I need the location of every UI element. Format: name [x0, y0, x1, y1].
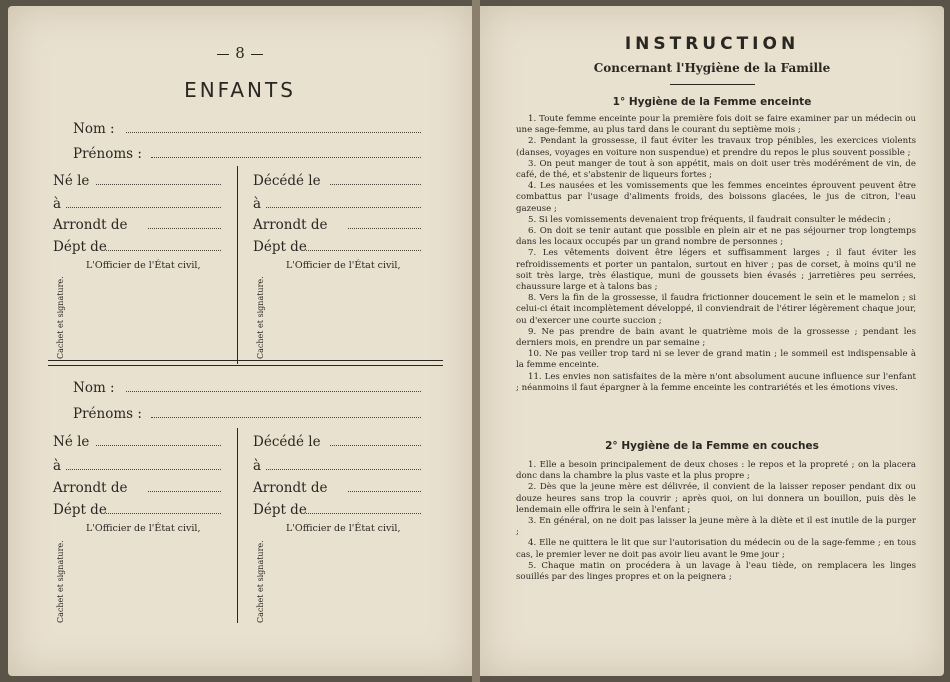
arrond-label: Arrondt de	[253, 480, 328, 496]
page-title: ENFANTS	[184, 78, 296, 102]
paragraph: 5. Chaque matin on procédera à un lavage à l'eau tiède, on remplacera les linges souillés par des linges propres et on la peignera ;	[516, 560, 916, 583]
dept-field[interactable]	[106, 250, 221, 251]
column-divider	[237, 428, 238, 623]
a-label: à	[253, 196, 262, 212]
arrond-field[interactable]	[348, 228, 421, 229]
prenoms-label: Prénoms :	[73, 146, 142, 162]
dept-label: Dépt de	[253, 502, 307, 518]
paragraph: 5. Si les vomissements devenaient trop fréquents, il faudrait consulter le médecin ;	[528, 214, 891, 225]
a-field[interactable]	[66, 469, 221, 470]
a-field[interactable]	[66, 207, 221, 208]
arrond-label: Arrondt de	[53, 217, 128, 233]
paragraph: 3. En général, on ne doit pas laisser la jeune mère à la diète et il est inutile de la purger ;	[516, 516, 916, 538]
officer-label: L'Officier de l'État civil,	[286, 523, 401, 534]
nom-field[interactable]	[126, 391, 421, 392]
prenoms-field[interactable]	[151, 417, 421, 418]
prenoms-label: Prénoms :	[73, 406, 142, 422]
entry-divider	[48, 360, 443, 366]
nom-label: Nom :	[73, 121, 115, 137]
paragraph: 1. Elle a besoin principalement de deux choses : le repos et la propreté ; on la placera donc dans la chambre la plus vaste et la plus propre ;	[516, 460, 916, 482]
dept-label: Dépt de	[53, 239, 107, 255]
dept-field[interactable]	[106, 513, 221, 514]
paragraph: 9. Ne pas prendre de bain avant le quatrième mois de la grossesse ; pendant les derniers mois, en prendre un par semaine ;	[516, 326, 916, 349]
paragraph: 3. On peut manger de tout à son appétit, mais on doit user très modérément de vin, de café, de thé, et s'abstenir de liqueurs fortes ;	[516, 158, 916, 181]
arrond-field[interactable]	[348, 491, 421, 492]
a-label: à	[253, 458, 262, 474]
a-field[interactable]	[266, 207, 421, 208]
left-page	[8, 6, 472, 676]
decede-le-field[interactable]	[330, 184, 421, 185]
nom-label: Nom :	[73, 380, 115, 396]
ne-le-field[interactable]	[96, 445, 221, 446]
a-field[interactable]	[266, 469, 421, 470]
dept-field[interactable]	[306, 250, 421, 251]
decede-le-label: Décédé le	[253, 434, 321, 450]
paragraph: 2. Dès que la jeune mère est délivrée, il convient de la laisser reposer pendant dix ou douze heures sans trop la couvrir ; après quoi, on lui donnera un bouillon, puis dès le lendemain elle offrira le sein à l'enfant ;	[516, 482, 916, 515]
ne-le-label: Né le	[53, 434, 90, 450]
paragraph: 4. Elle ne quittera le lit que sur l'autorisation du médecin ou de la sage-femme ; en tous cas, le premier lever ne doit pas avoir lieu avant le 9me jour ;	[516, 538, 916, 560]
right-page	[480, 6, 944, 676]
column-divider	[237, 166, 238, 364]
section-1-text	[516, 114, 916, 394]
officer-label: L'Officier de l'État civil,	[86, 260, 201, 271]
cachet-label: Cachet et signature.	[256, 540, 265, 623]
a-label: à	[53, 458, 62, 474]
page-number: 8	[8, 44, 472, 62]
cachet-label: Cachet et signature.	[256, 276, 265, 359]
cachet-label: Cachet et signature.	[56, 276, 65, 359]
arrond-field[interactable]	[148, 491, 221, 492]
section-heading: 2° Hygiène de la Femme en couches	[605, 440, 819, 452]
paragraph: 1. Toute femme enceinte pour la première fois doit se faire examiner par un médecin ou une sage-femme, au plus tard dans le courant du septième mois ;	[516, 114, 916, 136]
decede-le-field[interactable]	[330, 445, 421, 446]
title-rule	[670, 84, 755, 85]
paragraph: 6. On doit se tenir autant que possible en plein air et ne pas séjourner trop longtemps dans les locaux occupés par un grand nombre de personnes ;	[516, 226, 916, 248]
dept-label: Dépt de	[53, 502, 107, 518]
dept-label: Dépt de	[253, 239, 307, 255]
book-gutter	[472, 0, 480, 682]
paragraph: 8. Vers la fin de la grossesse, il faudra frictionner doucement le sein et le mamelon ; si celui-ci était incomplètement développé, il conviendrait de l'étirer légèrement chaque jour, ou d'exercer une courte succion ;	[516, 293, 916, 326]
dept-field[interactable]	[306, 513, 421, 514]
arrond-field[interactable]	[148, 228, 221, 229]
officer-label: L'Officier de l'État civil,	[286, 260, 401, 271]
paragraph: 2. Pendant la grossesse, il faut éviter les travaux trop pénibles, les exercices violents (danses, voyages en voiture non suspendue) et prendre du repos le plus souvent possible ;	[516, 136, 916, 158]
cachet-label: Cachet et signature.	[56, 540, 65, 623]
instruction-subtitle: Concernant l'Hygiène de la Famille	[593, 61, 831, 75]
section-2-text	[516, 460, 916, 583]
paragraph: 7. Les vêtements doivent être légers et suffisamment larges ; il faut éviter les refroidissements et porter un pantalon, surtout en hiver ; pas de corset, à moins qu'il ne soit très large, très élastique, muni de goussets bien évasés ; jarretières peu serrées, chaussure large et à talons bas ;	[516, 248, 916, 293]
arrond-label: Arrondt de	[253, 217, 328, 233]
prenoms-field[interactable]	[151, 157, 421, 158]
arrond-label: Arrondt de	[53, 480, 128, 496]
paragraph: 11. Les envies non satisfaites de la mère n'ont absolument aucune influence sur l'enfant ; néanmoins il faut épargner à la femme enceinte les contrariétés et les émotions vives.	[516, 371, 916, 393]
section-heading: 1° Hygiène de la Femme enceinte	[612, 96, 812, 108]
nom-field[interactable]	[126, 132, 421, 133]
instruction-title: INSTRUCTION	[624, 34, 800, 54]
officer-label: L'Officier de l'État civil,	[86, 523, 201, 534]
ne-le-label: Né le	[53, 173, 90, 189]
ne-le-field[interactable]	[96, 184, 221, 185]
paragraph: 4. Les nausées et les vomissements que les femmes enceintes éprouvent peuvent être combattus par l'usage d'aliments froids, des boissons glacées, le jus de citron, l'eau gazeuse ;	[516, 181, 916, 214]
a-label: à	[53, 196, 62, 212]
paragraph: 10. Ne pas veiller trop tard ni se lever de grand matin ; le sommeil est indispensable à la femme enceinte.	[516, 349, 916, 371]
decede-le-label: Décédé le	[253, 173, 321, 189]
